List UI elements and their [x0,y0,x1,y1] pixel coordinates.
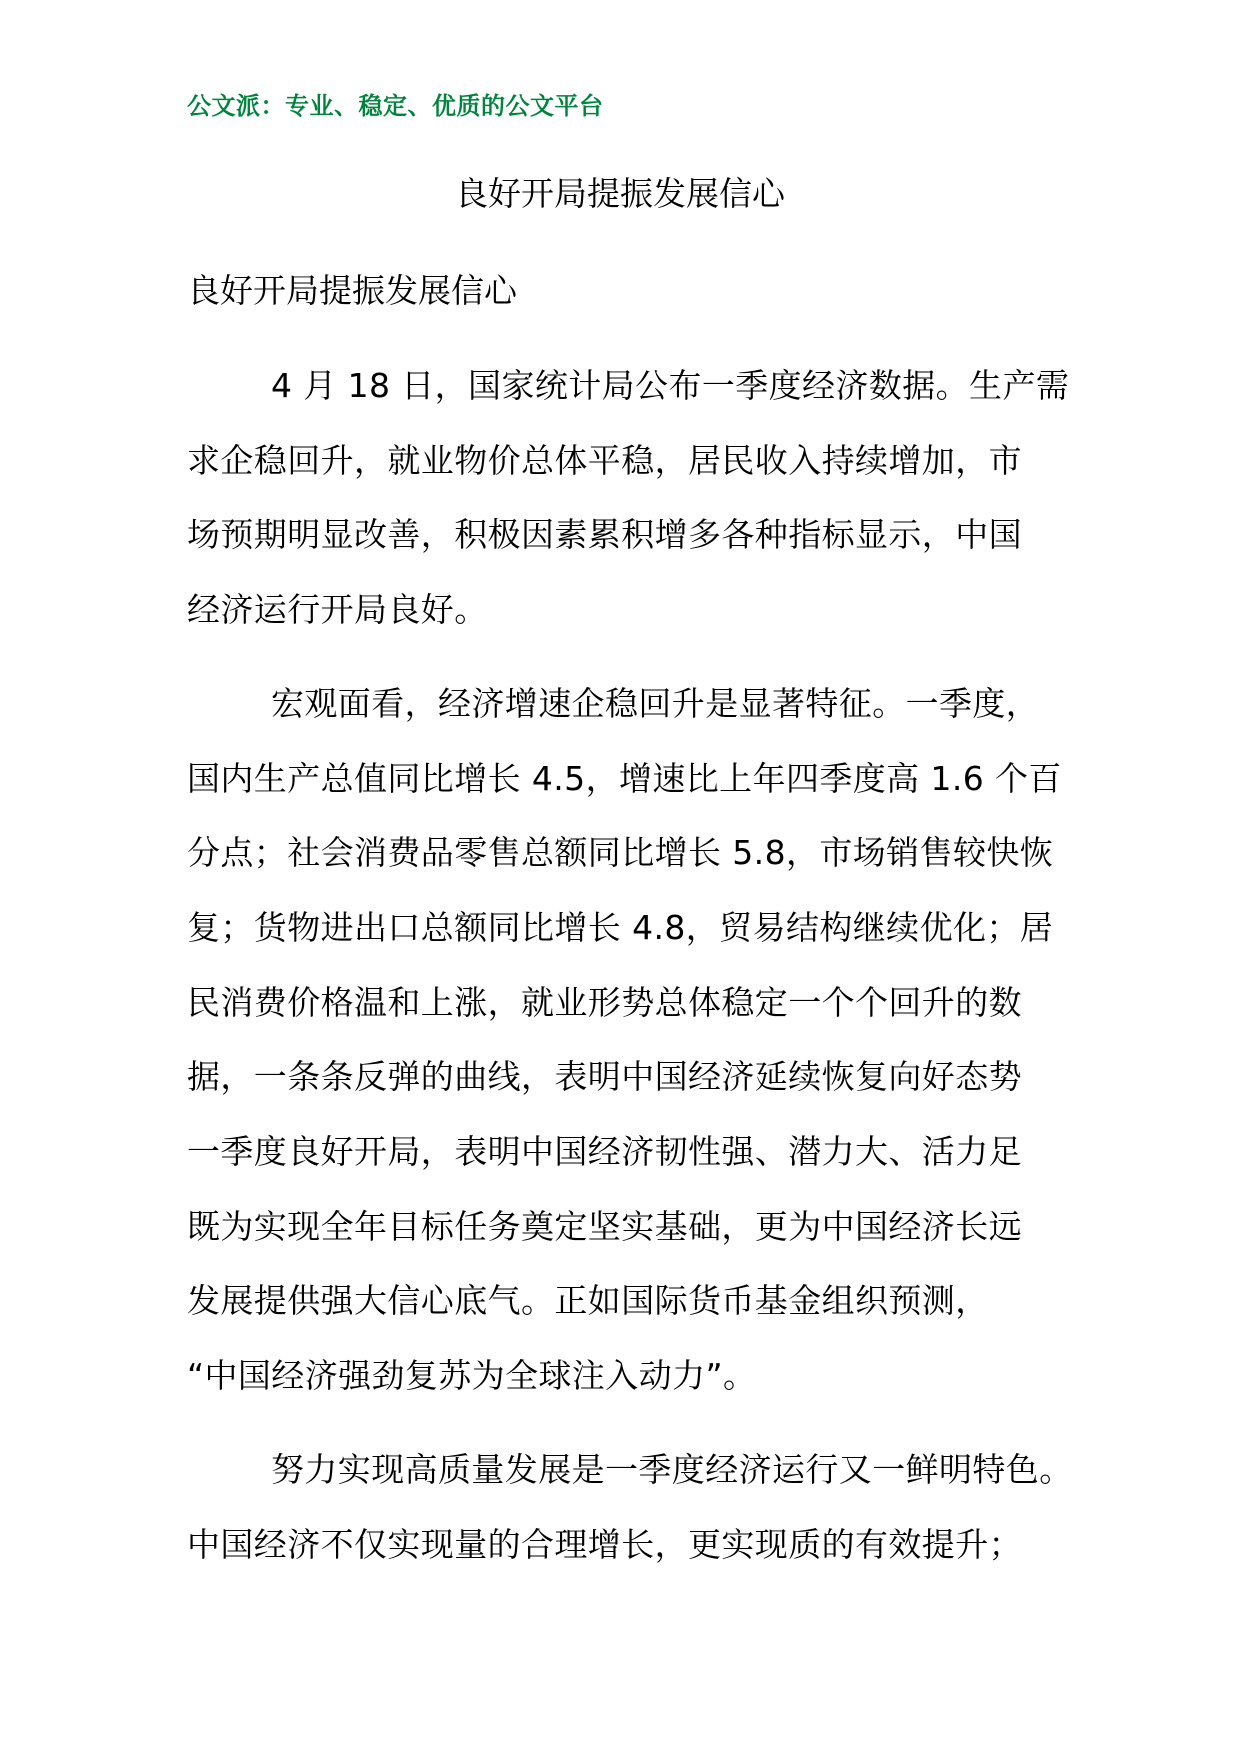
site-banner: 公文派：专业、稳定、优质的公文平台 [187,92,604,120]
document-subtitle: 良好开局提振发展信心 [187,271,517,310]
paragraph-line: 复；货物进出口总额同比增长 4.8，贸易结构继续优化；居 [187,907,1054,947]
paragraph-line: 宏观面看，经济增速企稳回升是显著特征。一季度， [271,683,1040,723]
paragraph-2 [187,667,1062,1414]
paragraph-line: 据，一条条反弹的曲线，表明中国经济延续恢复向好态势 [187,1057,1022,1097]
paragraph-line: 发展提供强大信心底气。正如国际货币基金组织预测， [187,1281,989,1321]
paragraph-line: “中国经济强劲复苏为全球注入动力”。 [187,1356,757,1396]
paragraph-line: 努力实现高质量发展是一季度经济运行又一鲜明特色。 [271,1449,1073,1489]
paragraph-1 [187,349,1070,648]
paragraph-line: 4 月 18 日，国家统计局公布一季度经济数据。生产需 [271,366,1070,405]
document-title: 良好开局提振发展信心 [455,174,785,213]
paragraph-line: 一季度良好开局，表明中国经济韧性强、潜力大、活力足 [187,1132,1022,1172]
paragraph-line: 既为实现全年目标任务奠定坚实基础，更为中国经济长远 [187,1206,1022,1246]
paragraph-3 [187,1433,1073,1582]
paragraph-line: 中国经济不仅实现量的合理增长，更实现质的有效提升； [187,1524,1022,1564]
paragraph-line: 场预期明显改善，积极因素累积增多各种指标显示，中国 [187,515,1022,555]
paragraph-line: 分点；社会消费品零售总额同比增长 5.8，市场销售较快恢 [187,833,1054,873]
paragraph-line: 民消费价格温和上涨，就业形势总体稳定一个个回升的数 [187,982,1022,1022]
paragraph-line: 经济运行开局良好。 [187,590,488,630]
document-body [187,261,1073,1601]
paragraph-line: 求企稳回升，就业物价总体平稳，居民收入持续增加，市 [187,440,1022,480]
paragraph-line: 国内生产总值同比增长 4.5，增速比上年四季度高 1.6 个百 [187,758,1062,798]
